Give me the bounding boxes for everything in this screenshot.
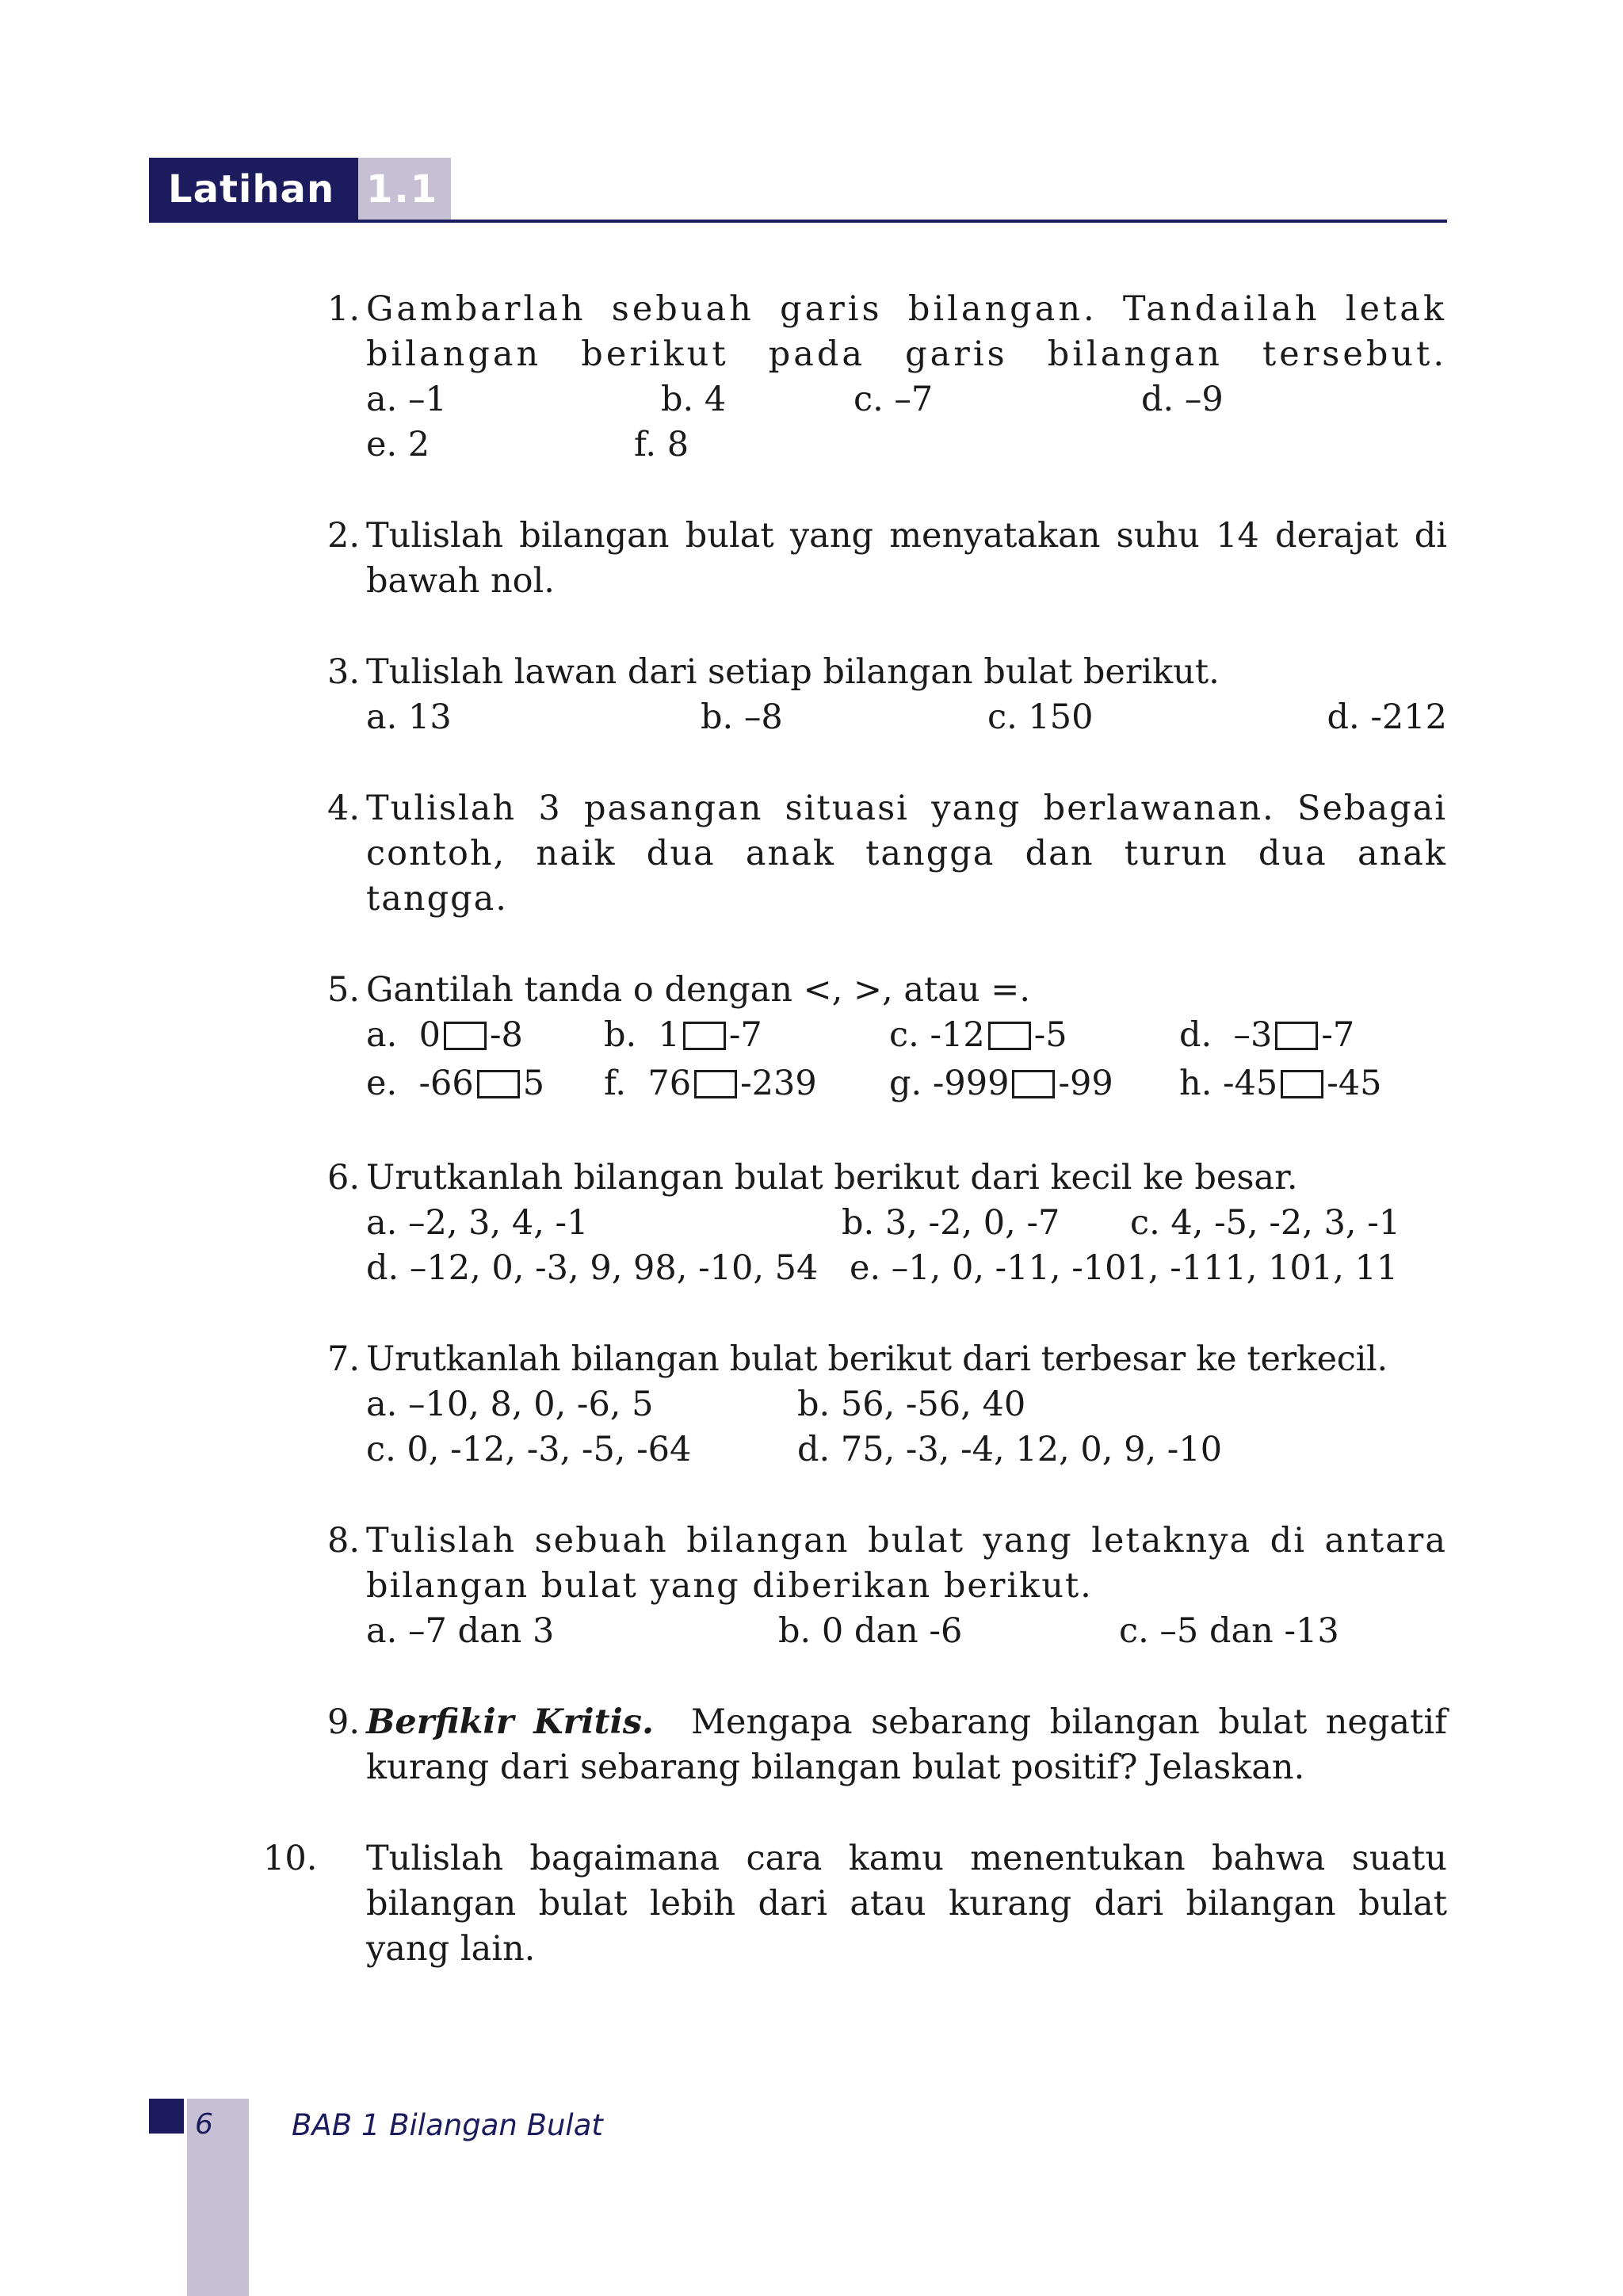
exercise-6 — [327, 1156, 1447, 1291]
exercise-10-question: Tulislah bagaimana cara kamu menentukan bahwa suatu bilangan bulat lebih dari atau kurang dari bilangan bulat yang lain. — [366, 1839, 1447, 1969]
exercise-7-options-row — [366, 1382, 1447, 1427]
exercise-4 — [327, 786, 1447, 922]
option: e. –1, 0, -11, -101, -111, 101, 11 — [850, 1248, 1399, 1288]
option: a. –7 dan 3 — [366, 1611, 555, 1651]
answer-box[interactable] — [694, 1070, 737, 1098]
option: e. 2 — [366, 425, 430, 464]
exercise-5-number: 5. — [327, 970, 360, 1010]
option: b. 4 — [661, 380, 727, 419]
comparison-item: g. -999 -99 — [889, 1064, 1113, 1103]
option: d. -212 — [1327, 697, 1447, 737]
option: d. –12, 0, -3, 9, 98, -10, 54 — [366, 1248, 819, 1288]
answer-box[interactable] — [1275, 1022, 1318, 1050]
exercise-8-question: Tulislah sebuah bilangan bulat yang letaknya di antara bilangan bulat yang diberikan berikut. — [366, 1521, 1447, 1606]
exercise-10 — [263, 1836, 1447, 1972]
critical-thinking-label: Berfikir Kritis. — [366, 1702, 654, 1742]
comparison-item: a. 0 -8 — [366, 1015, 523, 1055]
option: d. –9 — [1141, 380, 1224, 419]
exercise-6-question: Urutkanlah bilangan bulat berikut dari kecil ke besar. — [366, 1158, 1298, 1198]
answer-box[interactable] — [988, 1022, 1031, 1050]
option: f. 8 — [634, 425, 689, 464]
footer-square — [149, 2099, 184, 2134]
exercise-5-row — [366, 1013, 1447, 1061]
exercise-3-question: Tulislah lawan dari setiap bilangan bulat berikut. — [366, 652, 1220, 692]
exercise-4-question: Tulislah 3 pasangan situasi yang berlawanan. Sebagai contoh, naik dua anak tangga dan turun dua anak tangga. — [366, 789, 1447, 919]
exercise-9-text: Mengapa sebarang bilangan bulat negatif kurang dari sebarang bilangan bulat positif? Jelaskan. — [366, 1702, 1447, 1787]
answer-box[interactable] — [444, 1022, 487, 1050]
option: a. –10, 8, 0, -6, 5 — [366, 1385, 654, 1424]
exercise-10-number: 10. — [263, 1839, 318, 1878]
exercise-3 — [327, 650, 1447, 740]
answer-box[interactable] — [477, 1070, 520, 1098]
exercise-7 — [327, 1337, 1447, 1473]
option: a. 13 — [366, 697, 452, 737]
exercise-3-number: 3. — [327, 652, 360, 692]
exercise-1 — [327, 287, 1447, 468]
option: b. 56, -56, 40 — [797, 1385, 1026, 1424]
option: c. –7 — [854, 380, 934, 419]
exercise-1-question: Gambarlah sebuah garis bilangan. Tandailah letak bilangan berikut pada garis bilangan tersebut. — [366, 289, 1447, 374]
page-number: 6 — [195, 2108, 213, 2141]
exercise-title: Latihan — [149, 158, 358, 222]
exercise-8-number: 8. — [327, 1521, 360, 1561]
exercise-1-options-row — [366, 422, 1447, 468]
option: d. 75, -3, -4, 12, 0, 9, -10 — [797, 1430, 1223, 1469]
option: b. 0 dan -6 — [778, 1611, 963, 1651]
answer-box[interactable] — [1012, 1070, 1055, 1098]
answer-box[interactable] — [683, 1022, 726, 1050]
comparison-item: h. -45 -45 — [1179, 1064, 1382, 1103]
answer-box[interactable] — [1281, 1070, 1323, 1098]
exercise-8-options-row — [366, 1609, 1447, 1654]
exercise-8 — [327, 1519, 1447, 1654]
exercise-7-number: 7. — [327, 1339, 360, 1379]
exercise-5 — [327, 968, 1447, 1110]
exercise-6-number: 6. — [327, 1158, 360, 1198]
comparison-item: c. -12 -5 — [889, 1015, 1067, 1055]
option: a. –2, 3, 4, -1 — [366, 1203, 589, 1243]
exercise-4-number: 4. — [327, 789, 360, 828]
comparison-item: b. 1 -7 — [604, 1015, 762, 1055]
exercise-5-question: Gantilah tanda o dengan <, >, atau =. — [366, 970, 1030, 1010]
exercise-1-options-row — [366, 377, 1447, 422]
option: b. 3, -2, 0, -7 — [842, 1203, 1060, 1243]
exercise-header — [149, 158, 451, 222]
chapter-title: BAB 1 Bilangan Bulat — [292, 2108, 603, 2142]
comparison-item: f. 76 -239 — [604, 1064, 817, 1103]
exercise-number: 1.1 — [358, 158, 451, 222]
option: c. –5 dan -13 — [1119, 1611, 1339, 1651]
exercise-7-question: Urutkanlah bilangan bulat berikut dari terbesar ke terkecil. — [366, 1339, 1388, 1379]
exercise-2-number: 2. — [327, 516, 360, 556]
exercise-1-number: 1. — [327, 289, 360, 329]
exercise-2 — [327, 514, 1447, 604]
comparison-item: e. -66 5 — [366, 1064, 545, 1103]
option: c. 0, -12, -3, -5, -64 — [366, 1430, 692, 1469]
exercise-list — [263, 287, 1447, 2018]
exercise-6-options-row — [366, 1246, 1447, 1291]
exercise-2-question: Tulislah bilangan bulat yang menyatakan suhu 14 derajat di bawah nol. — [366, 516, 1447, 601]
comparison-item: d. –3 -7 — [1179, 1015, 1355, 1055]
option: c. 150 — [987, 697, 1094, 737]
option: c. 4, -5, -2, 3, -1 — [1130, 1203, 1401, 1243]
exercise-3-options-row — [366, 695, 1447, 740]
exercise-7-options-row — [366, 1427, 1447, 1473]
exercise-9 — [327, 1700, 1447, 1790]
exercise-5-row — [366, 1061, 1447, 1110]
option: b. –8 — [701, 697, 783, 737]
exercise-9-question — [366, 1700, 1447, 1790]
option: a. –1 — [366, 380, 447, 419]
exercise-6-options-row — [366, 1201, 1447, 1246]
exercise-9-number: 9. — [327, 1702, 360, 1742]
header-rule — [149, 220, 1447, 223]
